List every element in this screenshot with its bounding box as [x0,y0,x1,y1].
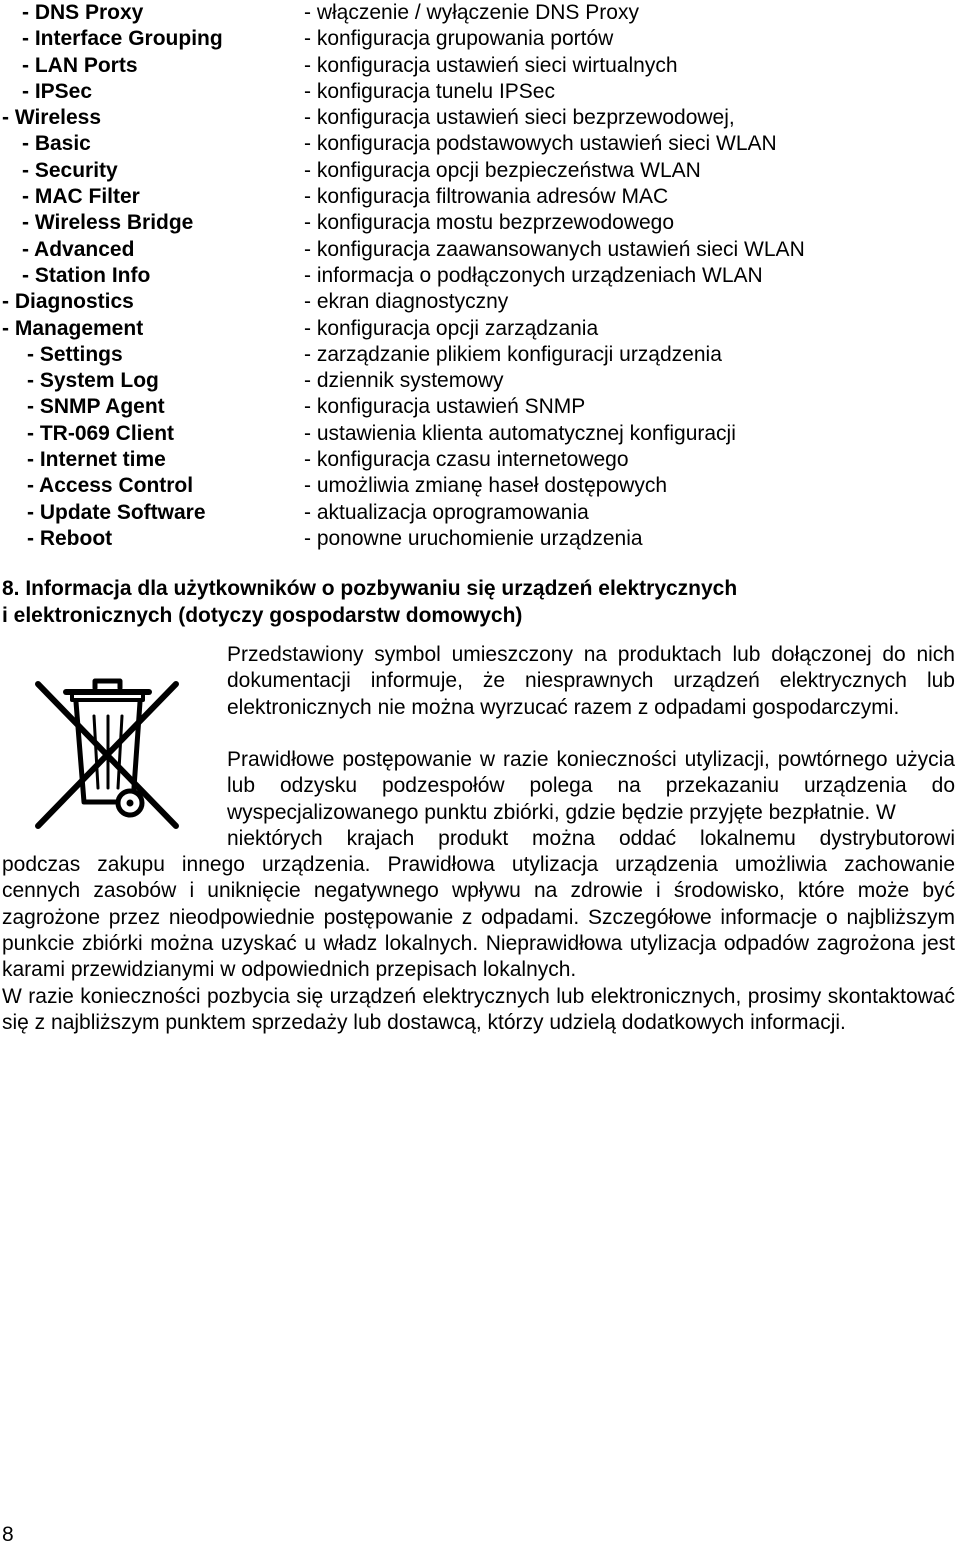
menu-entry [0,526,960,552]
menu-entry-term: - System Log [27,369,159,393]
menu-entry-term: - TR-069 Client [27,421,175,445]
menu-entry [0,26,960,52]
menu-entry-term: - Update Software [27,500,206,524]
menu-entry-term: - Internet time [27,448,166,472]
menu-entry-term: - MAC Filter [22,185,140,209]
menu-entry-description: - włączenie / wyłączenie DNS Proxy [304,1,639,24]
menu-entry-description: - konfiguracja ustawień sieci bezprzewodowej, [304,106,735,130]
menu-entry [0,237,960,263]
menu-entry-term: - IPSec [22,79,93,103]
menu-entry-description: - aktualizacja oprogramowania [304,500,589,524]
menu-entry-description: - umożliwia zmianę haseł dostępowych [304,474,667,498]
menu-entry [0,79,960,105]
menu-entry [0,210,960,236]
menu-entry-term: - Interface Grouping [22,27,223,51]
menu-entry-term: - Basic [22,132,91,156]
menu-entry [0,342,960,368]
menu-entry-description: - ustawienia klienta automatycznej konfiguracji [304,421,736,445]
menu-entry [0,105,960,131]
menu-entry [0,473,960,499]
paragraph-symbol-meaning: Przedstawiony symbol umieszczony na produktach lub dołączonej do nich dokumentacji informuje, że niesprawnych urządzeń elektrycznych lub elektronicznych nie można wyrzucać razem z odpadami gospodarczymi. [227,643,955,719]
menu-entry [0,316,960,342]
paragraph-disposal-procedure [227,747,955,852]
menu-entry [0,447,960,473]
menu-entry-term: - Reboot [27,526,113,550]
menu-entry-description: - ekran diagnostyczny [304,290,509,314]
menu-description-list [0,0,960,552]
menu-entry-term: - Access Control [27,474,194,498]
menu-entry [0,500,960,526]
menu-entry-description: - zarządzanie plikiem konfiguracji urządzenia [304,342,722,366]
menu-entry [0,289,960,315]
menu-entry-description: - informacja o podłączonych urządzeniach WLAN [304,263,763,287]
menu-entry-description: - konfiguracja podstawowych ustawień sieci WLAN [304,132,777,156]
menu-entry [0,184,960,210]
menu-entry-description: - konfiguracja opcji bezpieczeństwa WLAN [304,158,701,182]
menu-entry-description: - konfiguracja ustawień sieci wirtualnych [304,53,678,77]
menu-entry-description: - konfiguracja tunelu IPSec [304,79,555,103]
section-heading-line-1: 8. Informacja dla użytkowników o pozbywaniu się urządzeń elektrycznych [2,577,738,600]
menu-entry-description: - konfiguracja grupowania portów [304,27,614,51]
menu-entry [0,0,960,26]
menu-entry [0,394,960,420]
menu-entry-term: - LAN Ports [22,53,138,77]
menu-entry-term: - Security [22,158,118,182]
menu-entry-term: - Management [2,316,144,340]
menu-entry [0,53,960,79]
menu-entry-term: - Station Info [22,263,151,287]
paragraph-continued-first-line: podczas zakupu innego urządzenia. Prawidłowa utylizacja urządzenia umożliwia zachowanie [2,853,955,876]
paragraph-disposal-procedure-main: Prawidłowe postępowanie w razie konieczności utylizacji, powtórnego użycia lub odzysku podzespołów polega na przekazaniu urządzenia do wyspecjalizowanego punktu zbiórki, gdzie będzie przyjęte bezpłatnie. W [227,748,955,824]
menu-entry-description: - konfiguracja zaawansowanych ustawień sieci WLAN [304,237,805,261]
menu-entry-term: - Settings [27,342,123,366]
menu-entry-description: - konfiguracja opcji zarządzania [304,316,599,340]
menu-entry-term: - Wireless Bridge [22,211,194,235]
menu-entry [0,158,960,184]
menu-entry-term: - Advanced [22,237,135,261]
menu-entry-term: - Diagnostics [2,290,134,314]
paragraph-disposal-procedure-continued [2,852,955,983]
menu-entry-term: - DNS Proxy [22,1,144,24]
menu-entry-description: - dziennik systemowy [304,369,504,393]
crossed-out-wheelie-bin-icon [32,676,182,836]
paragraph-contact-seller: W razie konieczności pozbycia się urządzeń elektrycznych lub elektronicznych, prosimy skontaktować się z najbliższym punktem sprzedaży lub dostawcą, którzy udzielą dodatkowych informacji. [2,985,955,1035]
paragraph-continued-rest: cennych zasobów i uniknięcie negatywnego wpływu na zdrowie i środowisko, które może być zagrożone przez nieodpowiednie postępowanie z odpadami. Szczegółowe informacje o najbliższym punkcie zbiórki można uzyskać u władz lokalnych. Nieprawidłowa utylizacja odpadów zagrożona jest karami przewidzianymi w odpowiednich przepisach lokalnych. [2,879,955,982]
menu-entry-term: - SNMP Agent [27,395,165,419]
menu-entry [0,263,960,289]
menu-entry [0,131,960,157]
menu-entry-description: - konfiguracja czasu internetowego [304,448,629,472]
menu-entry-description: - konfiguracja mostu bezprzewodowego [304,211,675,235]
menu-entry-term: - Wireless [2,106,102,130]
page-number: 8 [2,1523,14,1546]
section-heading [2,576,952,629]
section-heading-line-2: i elektronicznych (dotyczy gospodarstw domowych) [2,603,523,627]
menu-entry-description: - ponowne uruchomienie urządzenia [304,526,643,550]
menu-entry-description: - konfiguracja ustawień SNMP [304,395,586,419]
menu-entry [0,421,960,447]
menu-entry [0,368,960,394]
paragraph-disposal-procedure-last-line: niektórych krajach produkt można oddać lokalnemu dystrybutorowi [227,826,955,850]
menu-entry-description: - konfiguracja filtrowania adresów MAC [304,185,669,209]
